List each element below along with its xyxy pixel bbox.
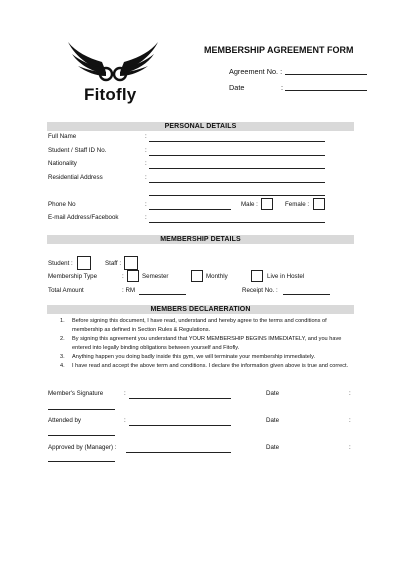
attended-by-field[interactable] <box>129 425 231 426</box>
female-checkbox[interactable] <box>313 198 325 210</box>
total-amount-label: Total Amount <box>48 287 84 294</box>
approved-date-colon: : <box>349 444 351 451</box>
semester-checkbox[interactable] <box>127 270 139 282</box>
full-name-colon: : <box>145 133 147 140</box>
member-signature-colon: : <box>124 390 126 397</box>
staff-label: Staff : <box>105 260 122 267</box>
attended-date-label: Date <box>266 417 280 424</box>
nationality-label: Nationality <box>48 160 77 167</box>
header-date-field[interactable] <box>285 90 367 91</box>
member-signature-label: Member's Signature <box>48 390 104 397</box>
brand-name: Fitofly <box>84 85 137 104</box>
declaration-number: 4. <box>60 363 65 369</box>
declaration-item-4 <box>60 362 356 379</box>
total-amount-field[interactable] <box>139 294 186 295</box>
attended-by-label: Attended by <box>48 417 82 424</box>
declaration-item-1 <box>60 317 356 334</box>
male-label: Male : <box>241 201 258 208</box>
member-signature-underline <box>48 409 115 410</box>
total-amount-prefix: : RM <box>122 287 136 294</box>
approved-date-label: Date <box>266 444 280 451</box>
full-name-label: Full Name <box>48 133 77 140</box>
membership-type-label: Membership Type <box>48 273 98 280</box>
declaration-number: 3. <box>60 354 65 360</box>
declaration-item-2 <box>60 335 356 352</box>
female-label: Female : <box>285 201 310 208</box>
attended-by-underline <box>48 435 115 436</box>
member-date-colon: : <box>349 390 351 397</box>
address-colon: : <box>145 174 147 181</box>
approved-by-label: Approved by (Manager) : <box>48 444 117 451</box>
student-label: Student : <box>48 260 73 267</box>
address-field-line-2[interactable] <box>149 195 325 196</box>
agreement-no-label: Agreement No. : <box>229 67 283 76</box>
student-id-label: Student / Staff ID No. <box>48 147 107 154</box>
student-id-colon: : <box>145 147 147 154</box>
phone-field[interactable] <box>149 209 231 210</box>
monthly-checkbox[interactable] <box>191 270 203 282</box>
declaration-heading: MEMBERS DECLARERATION <box>47 305 354 314</box>
phone-label: Phone No <box>48 201 76 208</box>
declaration-text: Before signing this document, I have read, understand and hereby agree to the terms and conditions of membership as defined in Section Rules & Regulations. <box>72 318 327 333</box>
member-date-label: Date <box>266 390 280 397</box>
receipt-no-field[interactable] <box>283 294 330 295</box>
membership-type-colon: : <box>122 273 124 280</box>
address-field-line-1[interactable] <box>149 182 325 183</box>
male-checkbox[interactable] <box>261 198 273 210</box>
agreement-no-field[interactable] <box>285 74 367 75</box>
attended-date-colon: : <box>349 417 351 424</box>
phone-colon: : <box>145 201 147 208</box>
nationality-field[interactable] <box>149 168 325 169</box>
attended-by-colon: : <box>124 417 126 424</box>
declaration-text: Anything happen you doing badly inside this gym, we will terminate your membership immediately. <box>72 354 316 360</box>
declaration-text: I have read and accept the above term and conditions. I declare the information given above is true and correct. <box>72 363 349 369</box>
email-colon: : <box>145 214 147 221</box>
address-label: Residential Address <box>48 174 103 181</box>
membership-details-heading: MEMBERSHIP DETAILS <box>47 235 354 244</box>
declaration-item-3 <box>60 353 356 362</box>
approved-by-underline <box>48 461 115 462</box>
declaration-number: 2. <box>60 336 65 342</box>
email-label: E-mail Address/Facebook <box>48 214 119 221</box>
monthly-label: Monthly <box>206 273 228 280</box>
staff-checkbox[interactable] <box>124 256 138 270</box>
student-checkbox[interactable] <box>77 256 91 270</box>
full-name-field[interactable] <box>149 141 325 142</box>
form-title: MEMBERSHIP AGREEMENT FORM <box>204 45 354 55</box>
nationality-colon: : <box>145 160 147 167</box>
brand-logo <box>62 38 164 106</box>
winged-ring-logo-icon <box>62 38 164 88</box>
declaration-text: By signing this agreement you understand that YOUR MEMBERSHIP BEGINS IMMEDIATELY, and you have entered into legally binding obligations between yourself and Fitofly. <box>72 336 342 351</box>
email-field[interactable] <box>149 222 325 223</box>
live-in-hostel-label: Live in Hostel <box>267 273 305 280</box>
declaration-number: 1. <box>60 318 65 324</box>
header-date-label: Date <box>229 83 245 92</box>
approved-by-field[interactable] <box>126 452 231 453</box>
semester-label: Semester <box>142 273 169 280</box>
header-date-colon: : <box>281 83 284 92</box>
student-id-field[interactable] <box>149 155 325 156</box>
member-signature-field[interactable] <box>129 398 231 399</box>
live-in-hostel-checkbox[interactable] <box>251 270 263 282</box>
personal-details-heading: PERSONAL DETAILS <box>47 122 354 131</box>
receipt-no-label: Receipt No. : <box>242 287 278 294</box>
